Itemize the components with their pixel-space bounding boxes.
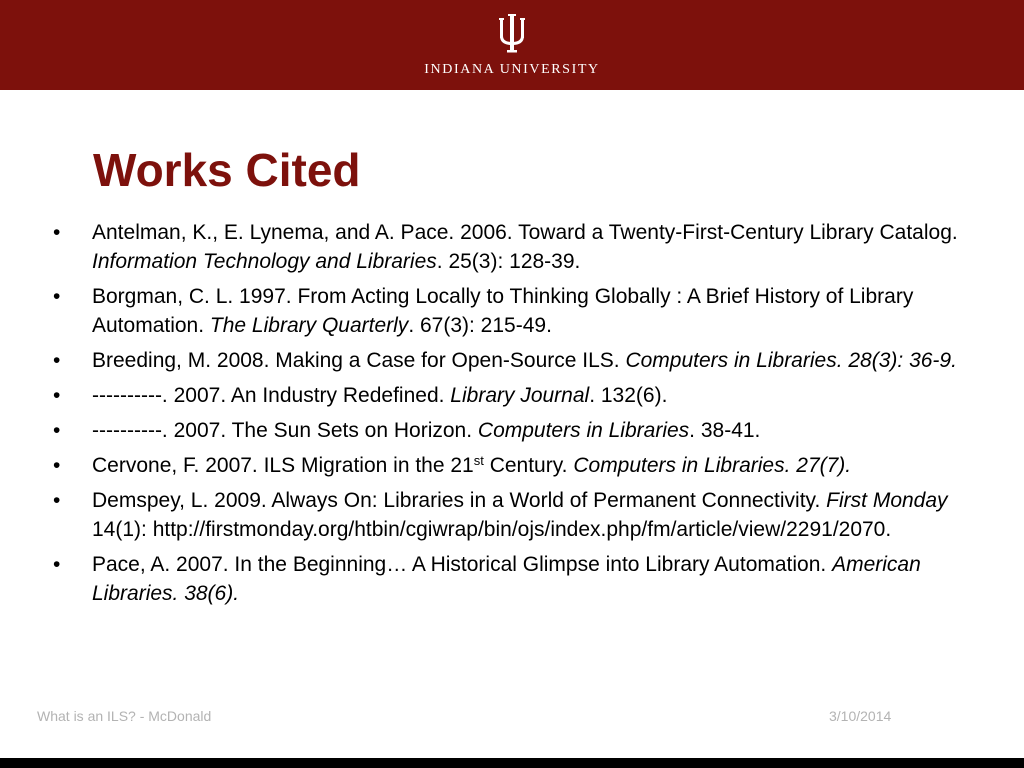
reference-item: • ----------. 2007. An Industry Redefined. Library Journal. 132(6). <box>0 381 1024 410</box>
references-list <box>0 218 1024 614</box>
header-banner <box>0 0 1024 90</box>
footer-presentation-title: What is an ILS? - McDonald <box>37 708 212 724</box>
reference-item: • Pace, A. 2007. In the Beginning… A Historical Glimpse into Library Automation. American Libraries. 38(6). <box>0 550 1024 608</box>
slide-title: Works Cited <box>93 144 361 196</box>
reference-item: • Breeding, M. 2008. Making a Case for Open-Source ILS. Computers in Libraries. 28(3): 36-9. <box>0 346 1024 375</box>
bullet: • <box>53 349 61 372</box>
bullet: • <box>53 285 61 308</box>
bullet: • <box>53 419 61 442</box>
bullet: • <box>53 489 61 512</box>
reference-item: • Borgman, C. L. 1997. From Acting Locally to Thinking Globally : A Brief History of Library Automation. The Library Quarterly. 67(3): 215-49. <box>0 282 1024 340</box>
iu-trident-icon <box>492 14 532 54</box>
footer-date: 3/10/2014 <box>829 708 892 724</box>
bullet: • <box>53 553 61 576</box>
bullet: • <box>53 384 61 407</box>
university-name: INDIANA UNIVERSITY <box>424 62 600 77</box>
bullet: • <box>53 221 61 244</box>
bullet: • <box>53 454 61 477</box>
reference-item: • Antelman, K., E. Lynema, and A. Pace. 2006. Toward a Twenty-First-Century Library Catalog. Information Technology and Libraries. 25(3): 128-39. <box>0 218 1024 276</box>
reference-item: • ----------. 2007. The Sun Sets on Horizon. Computers in Libraries. 38-41. <box>0 416 1024 445</box>
reference-item: • Demspey, L. 2009. Always On: Libraries in a World of Permanent Connectivity. First Monday 14(1): http://firstmonday.org/htbin/cgiwrap/bin/ojs/index.php/fm/article/view/2291/2070. <box>0 486 1024 544</box>
bottom-bar <box>0 758 1024 768</box>
reference-item: • Cervone, F. 2007. ILS Migration in the 21st Century. Computers in Libraries. 27(7). <box>0 451 1024 480</box>
